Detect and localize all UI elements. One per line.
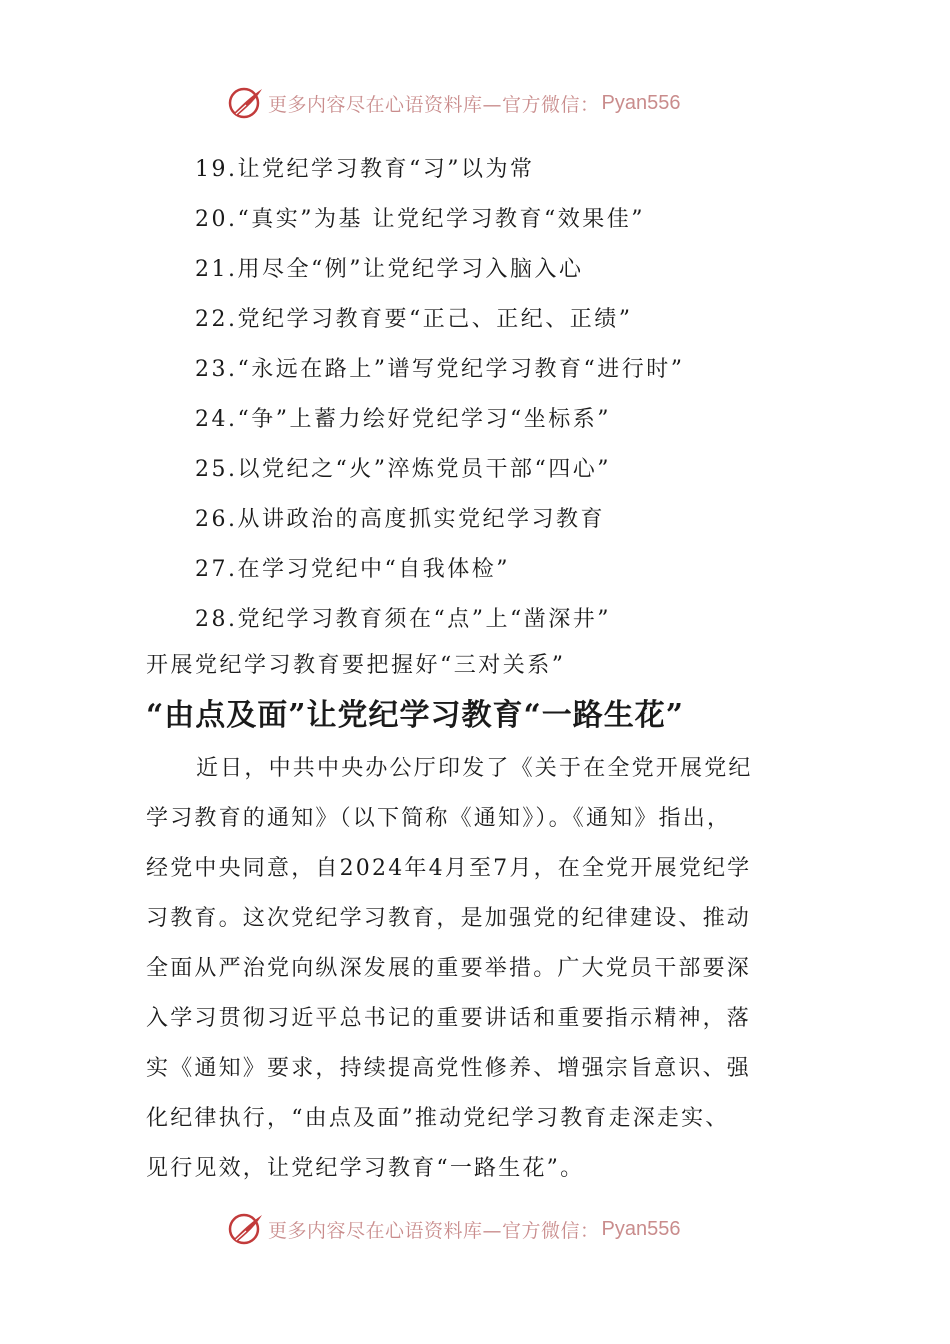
list-item: 23.“永远在路上”谱写党纪学习教育“进行时” [195, 357, 685, 382]
body-line: 全面从严治党向纵深发展的重要举措。广大党员干部要深 [146, 956, 752, 981]
list-item: 28.党纪学习教育须在“点”上“凿深井” [195, 607, 611, 632]
watermark-footer [226, 1209, 680, 1249]
body-line: 近日，中共中央办公厅印发了《关于在全党开展党纪 [196, 756, 753, 781]
list-item: 25.以党纪之“火”淬炼党员干部“四心” [195, 457, 611, 482]
article-headline: “由点及面”让党纪学习教育“一路生花” [146, 698, 685, 733]
body-line: 化纪律执行，“由点及面”推动党纪学习教育走深走实、 [146, 1106, 730, 1131]
list-item: 26.从讲政治的高度抓实党纪学习教育 [195, 507, 605, 532]
list-item: 27.在学习党纪中“自我体检” [195, 557, 510, 582]
watermark-text: 更多内容尽在心语资料库—官方微信： [268, 1219, 600, 1242]
quill-logo-icon [226, 83, 266, 123]
watermark-header [226, 83, 680, 123]
body-line: 学习教育的通知》（以下简称《通知》）。《通知》指出， [146, 806, 732, 831]
list-item: 22.党纪学习教育要“正己、正纪、正绩” [195, 307, 633, 332]
title-list [195, 145, 684, 645]
article-body [146, 744, 796, 1194]
list-item: 21.用尽全“例”让党纪学习入脑入心 [195, 257, 584, 282]
watermark-text: 更多内容尽在心语资料库—官方微信： [268, 93, 600, 116]
unnumbered-title: 开展党纪学习教育要把握好“三对关系” [146, 653, 566, 678]
body-line: 经党中央同意，自2024年4月至7月，在全党开展党纪学 [146, 856, 752, 881]
body-line: 见行见效，让党纪学习教育“一路生花”。 [146, 1156, 585, 1181]
body-line: 实《通知》要求，持续提高党性修养、增强宗旨意识、强 [146, 1056, 752, 1081]
quill-logo-icon [226, 1209, 266, 1249]
body-line: 入学习贯彻习近平总书记的重要讲话和重要指示精神，落 [146, 1006, 752, 1031]
body-line: 习教育。这次党纪学习教育，是加强党的纪律建设、推动 [146, 906, 752, 931]
list-item: 19.让党纪学习教育“习”以为常 [195, 157, 535, 182]
watermark-wechat-id: Pyan556 [601, 91, 681, 114]
list-item: 24.“争”上蓄力绘好党纪学习“坐标系” [195, 407, 611, 432]
watermark-wechat-id: Pyan556 [601, 1217, 681, 1240]
list-item: 20.“真实”为基 让党纪学习教育“效果佳” [195, 207, 645, 232]
